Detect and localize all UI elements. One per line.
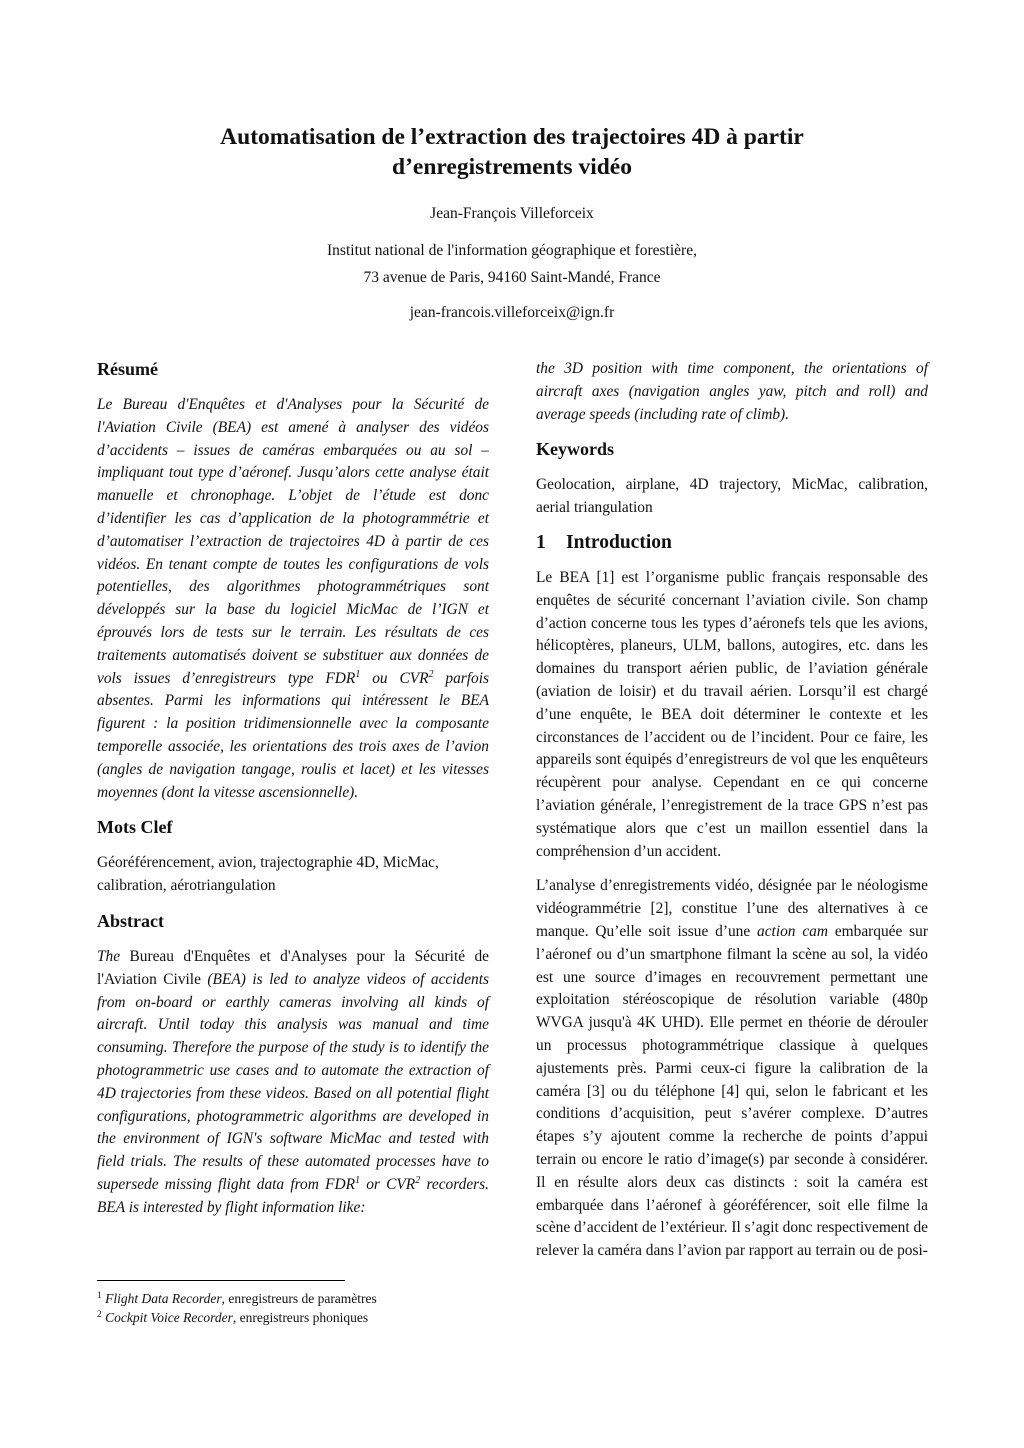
- author-name: Jean-François Villeforceix: [430, 205, 594, 222]
- affiliation-line-2: 73 avenue de Paris, 94160 Saint-Mandé, France: [363, 269, 661, 286]
- abstract-text-part-c: recorders. BEA is interested by flight information like:: [97, 1175, 489, 1216]
- intro-p2-emphasis: action cam: [757, 922, 828, 940]
- abstract-text-part-a: is led to analyze videos of accidents from on-board or earthly cameras involving all kinds of aircraft. Until today this analysis was manual and time consuming. Therefore the purpose of the study is to identify the photogrammetric use cases and to automate the extraction of 4D trajectories from these videos. Based on all potential flight configurations, photogrammetric algorithms are developed in the environment of IGN's software MicMac and tested with field trials. The results of these automated processes have to supersede missing flight data from FDR: [97, 970, 489, 1193]
- title-line-1: Automatisation de l’extraction des trajectoires 4D à partir: [220, 124, 804, 150]
- abstract-heading: Abstract: [97, 910, 164, 931]
- abstract-continuation: the 3D position with time component, the orientations of aircraft axes (navigation angles yaw, pitch and roll) and average speeds (including rate of climb).: [536, 360, 928, 423]
- footnote-text: , enregistreurs de paramètres: [221, 1291, 377, 1306]
- abstract-the: The: [97, 947, 121, 965]
- footnote-text: , enregistreurs phoniques: [232, 1310, 369, 1325]
- resume-text-part-b: ou CVR: [360, 669, 429, 687]
- affiliation-line-1: Institut national de l'information géographique et forestière,: [327, 242, 697, 259]
- right-column: [536, 358, 928, 1275]
- intro-p2-part-b: embarquée sur l’aéronef ou d’un smartphone filmant la scène au sol, la vidéo est une source d’images en recouvrement permettant une exploitation stéréoscopique de résolution variable (480p WVGA jusqu'à 4K UHD). Elle permet en théorie de dérouler un processus photogrammétrique classique à quelques ajustements près. Parmi ceux-ci figure la calibration de la caméra [3] ou du téléphone [4] qui, selon le fabricant et les conditions d’acquisition, peut s’avérer complexe. D’autres étapes s’y ajoutent comme la recherche de points d’appui terrain ou encore le ratio d’image(s) par seconde à considérer. Il en résulte alors deux cas distincts : soit la caméra est embarquée dans l’aéronef à géoréférencer, soit elle filme la scène d’accident de l’extérieur. Il s’agit donc respectivement de relever la caméra dans l’avion par rapport au terrain ou de posi-: [536, 922, 928, 1260]
- resume-text: [97, 394, 489, 804]
- footnotes: [97, 1289, 489, 1327]
- mots-clef-text: Géoréférencement, avion, trajectographie 4D, MicMac, calibration, aérotriangulation: [97, 854, 439, 895]
- section-title: Introduction: [566, 531, 672, 553]
- footnote-rule: [97, 1280, 345, 1281]
- footnote-ref-2: 2: [415, 1174, 421, 1186]
- mots-clef-heading: Mots Clef: [97, 817, 173, 838]
- footnote-ref-2: 2: [428, 668, 434, 680]
- resume-heading: Résumé: [97, 359, 158, 379]
- abstract-org-name: Bureau d'Enquêtes et d'Analyses pour la Sécurité de l'Aviation Civile: [97, 947, 489, 988]
- intro-p2-part-a: L’analyse d’enregistrements vidéo, désignée par le néologisme vidéogrammétrie [2], constitue l’une des alternatives à ce manque. Qu’elle soit issue d’une: [536, 877, 928, 940]
- footnote-term: Flight Data Recorder: [105, 1291, 222, 1306]
- footnote-2: [97, 1308, 489, 1327]
- resume-text-part-c: parfois absentes. Parmi les informations qui intéressent le BEA figurent : la position tridimensionnelle avec la composante temporelle associée, les orientations des trois axes de l’avion (angles de navigation tangage, roulis et lacet) et les vitesses moyennes (dont la vitesse ascensionnelle).: [97, 669, 489, 801]
- footnote-mark: 2: [97, 1310, 102, 1320]
- paper-title: [120, 122, 904, 182]
- abstract-text: [97, 946, 489, 1220]
- section-number: 1: [536, 531, 546, 553]
- footnote-mark: 1: [97, 1291, 102, 1301]
- footnote-ref-1: 1: [355, 1174, 360, 1186]
- intro-paragraph-1: Le BEA [1] est l’organisme public français responsable des enquêtes de sécurité concernant l’aviation civile. Son champ d’action concerne tous les types d’aéronefs tels que les avions, hélicoptères, planeurs, ULM, ballons, autogires, etc. dans les domaines du transport aérien public, de l’aviation générale (aviation de loisir) et du travail aérien. Lorsqu’il est chargé d’une enquête, le BEA doit déterminer le contexte et les circonstances de l’accident ou de l’incident. Pour ce faire, les appareils sont équipés d’enregistreurs de vol que les enquêteurs récupèrent pour analyse. Cependant en ce qui concerne l’aviation générale, l’enregistrement de la trace GPS n’est pas systématique alors que c’est un maillon essentiel dans la compréhension d’un accident.: [536, 568, 928, 860]
- abstract-bea: (BEA): [200, 970, 246, 988]
- footnote-term: Cockpit Voice Recorder: [105, 1310, 233, 1325]
- introduction-heading: [536, 532, 928, 554]
- intro-paragraph-2: [536, 875, 928, 1263]
- author-email: jean-francois.villeforceix@ign.fr: [409, 304, 615, 321]
- abstract-text-part-b: or CVR: [360, 1175, 416, 1193]
- keywords-text: Geolocation, airplane, 4D trajectory, MicMac, calibration, aerial triangulation: [536, 476, 928, 517]
- title-line-2: d’enregistrements vidéo: [392, 154, 632, 180]
- keywords-heading: Keywords: [536, 439, 614, 460]
- left-column: [97, 358, 489, 1232]
- resume-text-part-a: Le Bureau d'Enquêtes et d'Analyses pour la Sécurité de l'Aviation Civile (BEA) est amené à analyser des vidéos d’accidents – issues de caméras embarquées ou au sol – impliquant tout type d’aéronef. Jusqu’alors cette analyse était manuelle et chronophage. L’objet de l’étude est donc d’identifier les cas d’application de la photogrammétrie et d’automatiser l’extraction de trajectoires 4D à partir de ces vidéos. En tenant compte de toutes les configurations de vols potentielles, des algorithmes photogrammétriques sont développés sur la base du logiciel MicMac de l’IGN et éprouvés lors de tests sur le terrain. Les résultats de ces traitements automatisés doivent se substituer aux données de vols issues d’enregistreurs type FDR: [97, 396, 489, 687]
- footnote-ref-1: 1: [355, 668, 361, 680]
- footnote-1: [97, 1289, 489, 1308]
